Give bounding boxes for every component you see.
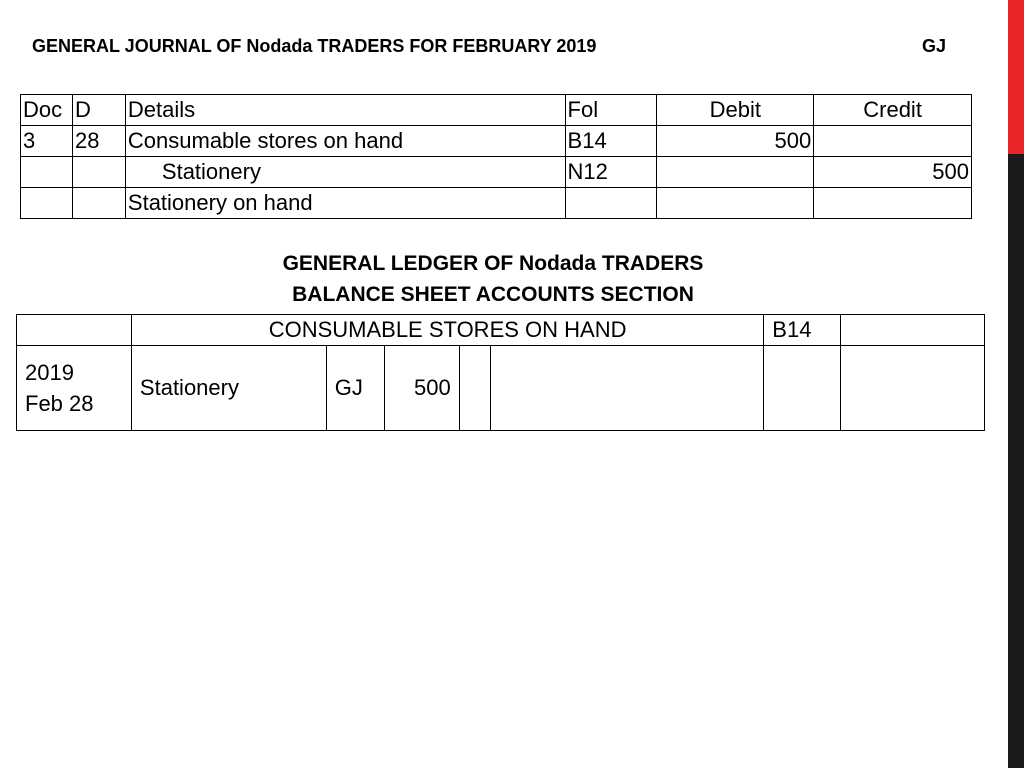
ledger-header-row bbox=[17, 315, 985, 346]
ledger-heading bbox=[0, 248, 986, 310]
ledger-credit-amount bbox=[841, 346, 985, 431]
header-fol: Fol bbox=[565, 95, 657, 126]
header-doc: Doc bbox=[21, 95, 73, 126]
header-credit: Credit bbox=[814, 95, 972, 126]
journal-fol: N12 bbox=[565, 157, 657, 188]
journal-debit bbox=[657, 157, 814, 188]
ledger-entry-day: Feb 28 bbox=[25, 391, 94, 416]
ledger-entry-row bbox=[17, 346, 985, 431]
ledger-account-code: B14 bbox=[764, 315, 841, 346]
general-journal-table bbox=[20, 94, 972, 219]
side-accent-bar bbox=[1008, 0, 1024, 154]
journal-debit bbox=[657, 188, 814, 219]
journal-doc bbox=[21, 188, 73, 219]
journal-doc: 3 bbox=[21, 126, 73, 157]
ledger-header-blank-right bbox=[841, 315, 985, 346]
journal-title: GENERAL JOURNAL OF Nodada TRADERS FOR FEBRUARY 2019 bbox=[32, 36, 597, 56]
journal-doc bbox=[21, 157, 73, 188]
journal-code: GJ bbox=[922, 36, 947, 56]
ledger-header-blank bbox=[17, 315, 132, 346]
ledger-cents-cell bbox=[459, 346, 490, 431]
journal-credit bbox=[814, 126, 972, 157]
journal-details: Consumable stores on hand bbox=[125, 126, 565, 157]
ledger-entry-details: Stationery bbox=[131, 346, 326, 431]
journal-credit bbox=[814, 188, 972, 219]
ledger-account-name: CONSUMABLE STORES ON HAND bbox=[131, 315, 763, 346]
ledger-entry-year: 2019 bbox=[25, 360, 74, 385]
ledger-credit-fol bbox=[764, 346, 841, 431]
general-ledger-table bbox=[16, 314, 985, 431]
journal-credit: 500 bbox=[814, 157, 972, 188]
journal-row bbox=[21, 157, 972, 188]
journal-header-row bbox=[21, 95, 972, 126]
journal-details: Stationery on hand bbox=[125, 188, 565, 219]
journal-row bbox=[21, 126, 972, 157]
journal-fol bbox=[565, 188, 657, 219]
ledger-heading-line2: BALANCE SHEET ACCOUNTS SECTION bbox=[292, 283, 694, 306]
ledger-entry-amount: 500 bbox=[384, 346, 459, 431]
side-decoration-bar bbox=[1008, 0, 1024, 768]
journal-fol: B14 bbox=[565, 126, 657, 157]
journal-details: Stationery bbox=[125, 157, 565, 188]
journal-debit: 500 bbox=[657, 126, 814, 157]
ledger-entry-date bbox=[17, 346, 132, 431]
journal-day: 28 bbox=[72, 126, 125, 157]
header-debit: Debit bbox=[657, 95, 814, 126]
header-day: D bbox=[72, 95, 125, 126]
header-details: Details bbox=[125, 95, 565, 126]
journal-day bbox=[72, 157, 125, 188]
ledger-credit-details bbox=[490, 346, 764, 431]
ledger-heading-line1: GENERAL LEDGER OF Nodada TRADERS bbox=[282, 252, 704, 275]
journal-row bbox=[21, 188, 972, 219]
ledger-entry-fol: GJ bbox=[326, 346, 384, 431]
journal-day bbox=[72, 188, 125, 219]
